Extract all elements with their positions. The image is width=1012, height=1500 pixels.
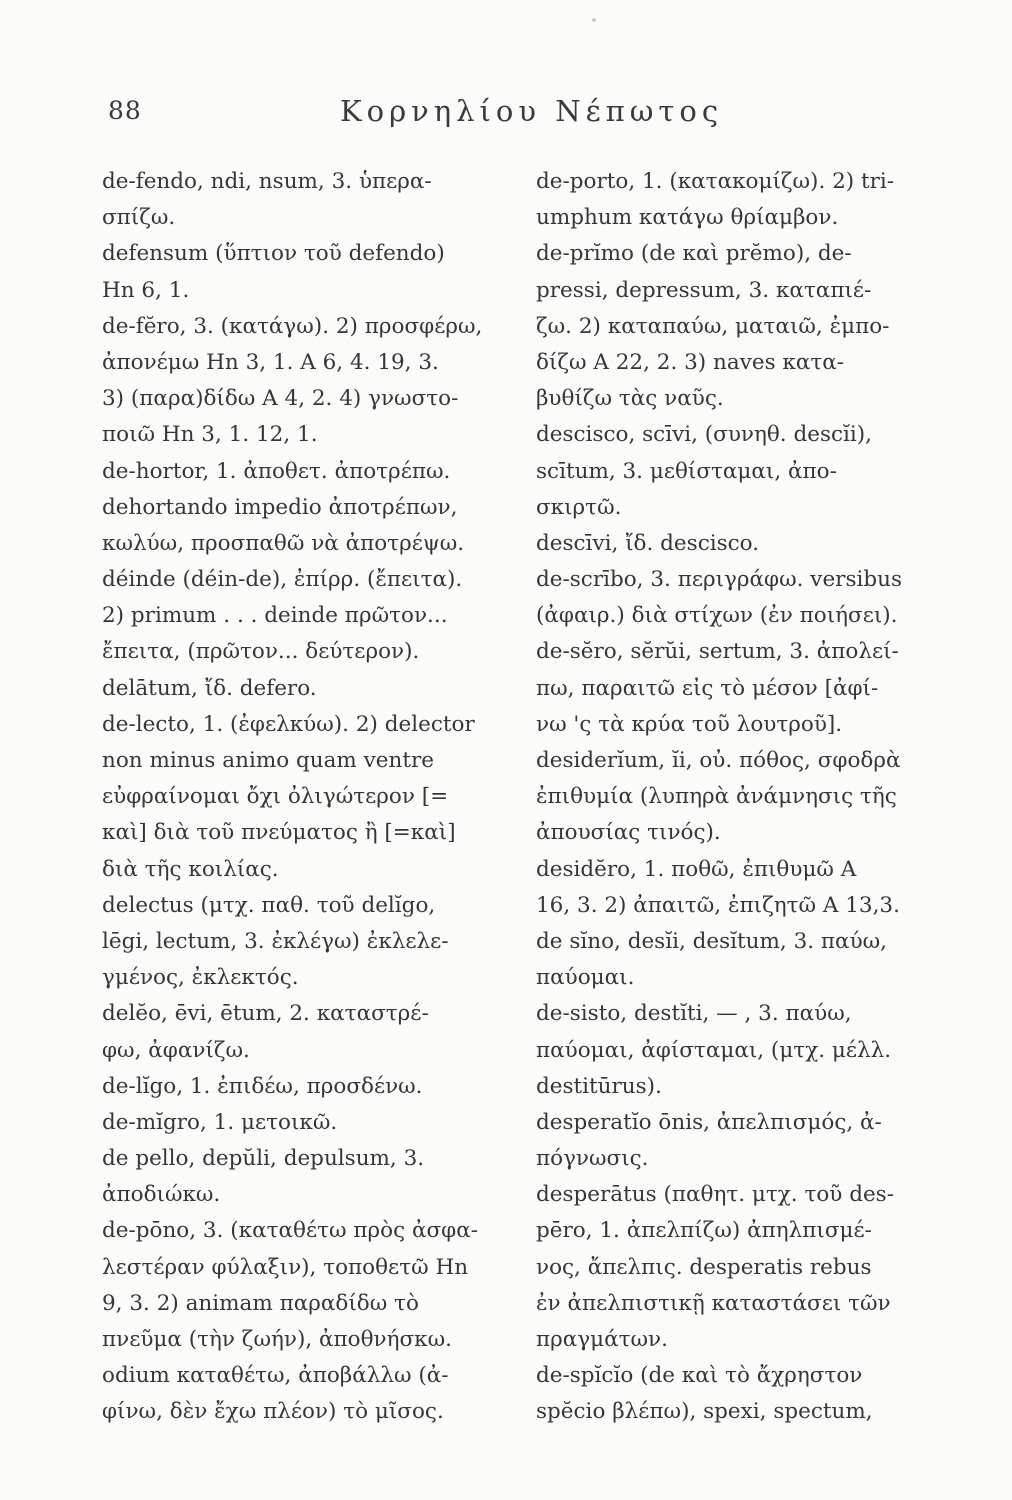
dictionary-line: διὰ τῆς κοιλίας. — [102, 856, 279, 882]
dictionary-line: de-mĭgro, 1. μετοικῶ. — [102, 1109, 338, 1135]
dictionary-line: ἐπιθυμία (λυπηρὰ ἀνάμνησις τῆς — [536, 784, 897, 810]
dictionary-line: κωλύω, προσπαθῶ νὰ ἀποτρέψω. — [102, 530, 465, 556]
dictionary-line: σκιρτῶ. — [536, 494, 622, 520]
dictionary-line: odium καταθέτω, ἀποβάλλω (ἀ- — [102, 1363, 449, 1389]
dictionary-line: non minus animo quam ventre — [102, 748, 435, 773]
dictionary-line: φω, ἀφανίζω. — [102, 1037, 250, 1063]
dictionary-line: ἔπειτα, (πρῶτον... δεύτερον). — [102, 639, 420, 665]
running-head: Κορνηλίου Νέπωτος — [340, 94, 724, 128]
dictionary-line: 9, 3. 2) animam παραδίδω τὸ — [102, 1290, 419, 1316]
dictionary-line: ζω. 2) καταπαύω, ματαιῶ, ἐμπο- — [536, 313, 890, 339]
dictionary-line: pressi, depressum, 3. καταπιέ- — [536, 277, 872, 303]
dictionary-line: de pello, depŭli, depulsum, 3. — [102, 1146, 425, 1172]
dictionary-line: desperātus (παθητ. μτχ. τοῦ des- — [536, 1182, 894, 1208]
dictionary-line: pēro, 1. ἀπελπίζω) ἀπηλπισμέ- — [536, 1218, 872, 1244]
dictionary-line: de-hortor, 1. ἀποθετ. ἀποτρέπω. — [102, 458, 451, 484]
dictionary-line: descisco, scīvi, (συνηθ. descĭi), — [536, 422, 873, 448]
dictionary-line: 3) (παρα)δίδω A 4, 2. 4) γνωστο- — [102, 386, 459, 412]
right-column — [536, 164, 954, 1431]
dictionary-line: delectus (μτχ. παθ. τοῦ delĭgo, — [102, 892, 436, 918]
dictionary-line: de-lĭgo, 1. ἐπιδέω, προσδένω. — [102, 1073, 423, 1099]
dictionary-line: νω 'ς τὰ κρύα τοῦ λουτροῦ]. — [536, 711, 843, 737]
page-number: 88 — [108, 96, 142, 125]
dictionary-line: de sĭno, desĭi, desĭtum, 3. παύω, — [536, 928, 888, 954]
dictionary-line: παύομαι, ἀφίσταμαι, (μτχ. μέλλ. — [536, 1037, 892, 1063]
dictionary-line: delĕo, ēvi, ētum, 2. καταστρέ- — [102, 1001, 429, 1027]
dictionary-line: delātum, ἴδ. defero. — [102, 675, 317, 701]
dictionary-line: ἀπονέμω Hn 3, 1. A 6, 4. 19, 3. — [102, 349, 439, 375]
dictionary-line: ἐν ἀπελπιστικῇ καταστάσει τῶν — [536, 1290, 891, 1316]
dictionary-line: 16, 3. 2) ἀπαιτῶ, ἐπιζητῶ A 13,3. — [536, 892, 900, 918]
dictionary-line: ποιῶ Hn 3, 1. 12, 1. — [102, 422, 318, 448]
dictionary-line: δίζω A 22, 2. 3) naves κατα- — [536, 349, 845, 375]
dictionary-line: πραγμάτων. — [536, 1327, 668, 1352]
dictionary-line: λεστέραν φύλαξιν), τοποθετῶ Hn — [102, 1254, 469, 1280]
dictionary-line: πω, παραιτῶ εἰς τὸ μέσον [ἀφί- — [536, 675, 879, 701]
dictionary-line: σπίζω. — [102, 205, 176, 231]
dictionary-line: déinde (déin-de), ἐπίρρ. (ἔπειτα). — [102, 567, 463, 593]
dictionary-line: umphum κατάγω θρίαμβον. — [536, 205, 839, 231]
dictionary-line: βυθίζω τὰς ναῦς. — [536, 386, 724, 412]
dictionary-line: ἀπουσίας τινός). — [536, 820, 721, 846]
dictionary-line: de-lecto, 1. (ἐφελκύω). 2) delector — [102, 711, 475, 737]
dictionary-line: scītum, 3. μεθίσταμαι, ἀπο- — [536, 458, 837, 484]
dictionary-line: dehortando impedio ἀποτρέπων, — [102, 494, 458, 520]
dictionary-line: desidĕro, 1. ποθῶ, ἐπιθυμῶ A — [536, 856, 857, 882]
dictionary-line: desperatĭo ōnis, ἀπελπισμός, ἀ- — [536, 1109, 882, 1135]
dictionary-line: de-spĭcĭo (de καὶ τὸ ἄχρηστον — [536, 1363, 863, 1389]
dictionary-line: Hn 6, 1. — [102, 277, 190, 303]
dictionary-line: de-sisto, destĭti, — , 3. παύω, — [536, 1001, 852, 1027]
dictionary-line: καὶ] διὰ τοῦ πνεύματος ἢ [=καὶ] — [102, 820, 456, 846]
left-column — [102, 164, 527, 1431]
dictionary-line: φίνω, δὲν ἔχω πλέον) τὸ μῖσος. — [102, 1399, 444, 1425]
dictionary-line: de-sĕro, sĕrŭi, sertum, 3. ἀπολεί- — [536, 639, 899, 665]
dictionary-line: descīvi, ἴδ. descisco. — [536, 530, 760, 556]
dictionary-line: γμένος, ἐκλεκτός. — [102, 965, 299, 991]
dictionary-line: destitūrus). — [536, 1073, 662, 1099]
dictionary-line: παύομαι. — [536, 965, 635, 991]
dictionary-line: de-fĕro, 3. (κατάγω). 2) προσφέρω, — [102, 313, 483, 339]
dictionary-line: πνεῦμα (τὴν ζωήν), ἀποθνήσκω. — [102, 1327, 452, 1352]
dictionary-line: ἀποδιώκω. — [102, 1182, 221, 1208]
dictionary-line: de-scrībo, 3. περιγράφω. versibus — [536, 567, 903, 593]
dictionary-line: πόγνωσις. — [536, 1146, 649, 1172]
dictionary-line: lēgi, lectum, 3. ἐκλέγω) ἐκλελε- — [102, 928, 449, 954]
dictionary-line: 2) primum . . . deinde πρῶτον... — [102, 603, 448, 629]
ink-speck — [592, 18, 596, 22]
dictionary-line: (ἀφαιρ.) διὰ στίχων (ἐν ποιήσει). — [536, 603, 898, 629]
dictionary-line: de-prĭmo (de καὶ prĕmo), de- — [536, 241, 852, 267]
dictionary-line: de-fendo, ndi, nsum, 3. ὑπερα- — [102, 169, 432, 194]
dictionary-line: defensum (ὕπτιον τοῦ defendo) — [102, 241, 445, 267]
dictionary-line: de-pōno, 3. (καταθέτω πρὸς ἀσφα- — [102, 1218, 478, 1244]
dictionary-line: νος, ἄπελπις. desperatis rebus — [536, 1254, 872, 1280]
dictionary-line: de-porto, 1. (κατακομίζω). 2) tri- — [536, 169, 895, 194]
dictionary-line: desiderĭum, ĭi, οὐ. πόθος, σφοδρὰ — [536, 748, 901, 773]
dictionary-line: εὐφραίνομαι ὄχι ὀλιγώτερον [= — [102, 784, 449, 810]
dictionary-line: spĕcio βλέπω), spexi, spectum, — [536, 1399, 873, 1425]
